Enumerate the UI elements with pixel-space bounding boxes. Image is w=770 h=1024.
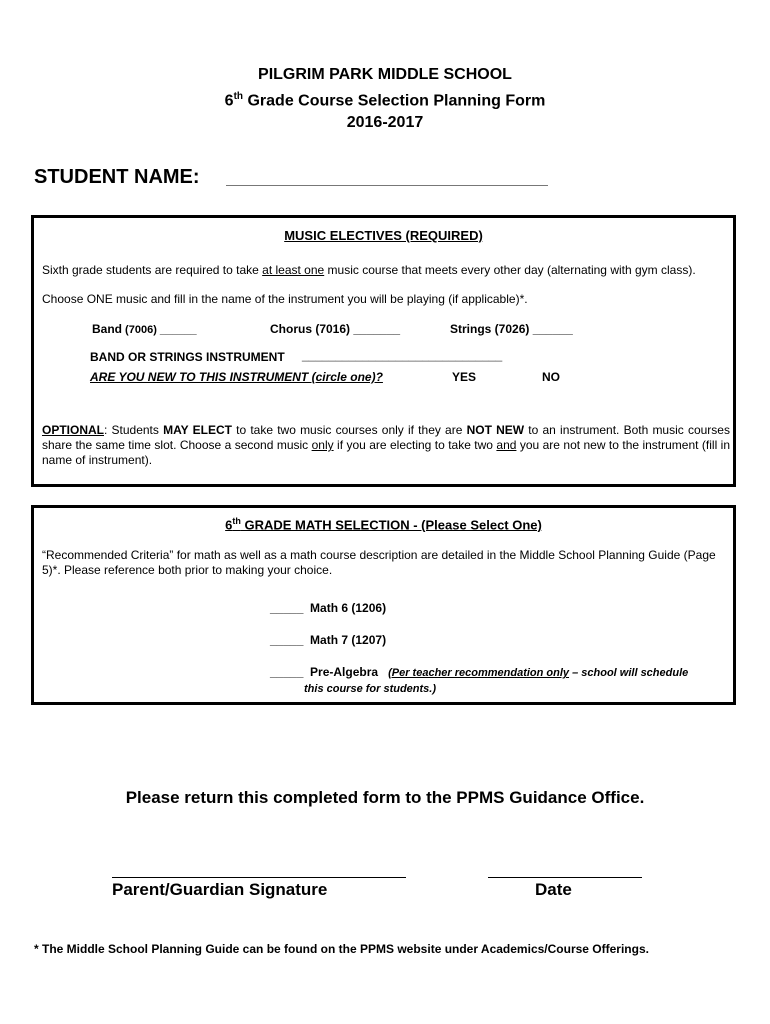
math-description: “Recommended Criteria” for math as well as a math course description are detailed in the Middle School Planning Guide (Page 5)*. Please reference both prior to making your choice. xyxy=(42,548,716,577)
parent-signature-label: Parent/Guardian Signature xyxy=(112,880,328,899)
math-title-text: GRADE MATH SELECTION - (Please Select One) xyxy=(240,517,542,533)
band-option[interactable] xyxy=(92,322,197,336)
math6-option[interactable] xyxy=(270,601,386,615)
math6-blank[interactable]: _____ xyxy=(270,601,304,615)
school-year: 2016-2017 xyxy=(346,114,424,132)
instrument-label: BAND OR STRINGS INSTRUMENT xyxy=(90,350,285,364)
optional-and: and xyxy=(496,438,517,452)
math7-label: Math 7 (1207) xyxy=(310,633,387,647)
prealgebra-note-rest: – school will schedule xyxy=(569,667,689,679)
school-name: PILGRIM PARK MIDDLE SCHOOL xyxy=(258,66,512,83)
instrument-field[interactable]: ______________________________ xyxy=(302,348,503,362)
optional-may-elect: MAY ELECT xyxy=(163,423,232,437)
strings-option[interactable]: Strings (7026) ______ xyxy=(450,322,573,336)
band-code: (7006) ______ xyxy=(122,324,197,336)
optional-text-4: if you are electing to take two xyxy=(333,438,497,452)
music-req-b: music course that meets every other day (alternating with gym class). xyxy=(324,263,696,277)
music-requirement-text xyxy=(42,263,696,277)
optional-text-2: to take two music courses only if they are xyxy=(231,423,467,437)
date-label: Date xyxy=(535,880,572,899)
student-name-field[interactable] xyxy=(226,185,548,186)
date-field[interactable] xyxy=(488,877,642,878)
optional-not-new: NOT NEW xyxy=(466,423,525,437)
music-req-a: Sixth grade students are required to take xyxy=(42,263,263,277)
prealgebra-note-underlined: (Per teacher recommendation only xyxy=(388,667,570,679)
music-req-underline: at least one xyxy=(262,263,325,277)
no-option[interactable]: NO xyxy=(542,370,560,384)
math-title-superscript: th xyxy=(232,516,241,526)
new-instrument-question: ARE YOU NEW TO THIS INSTRUMENT (circle one)? xyxy=(90,370,383,384)
math-section-title xyxy=(34,516,733,532)
form-header xyxy=(0,64,770,134)
grade-number: 6 xyxy=(224,92,234,110)
optional-paragraph xyxy=(42,423,730,468)
chorus-option[interactable]: Chorus (7016) _______ xyxy=(270,322,401,336)
yes-option[interactable]: YES xyxy=(452,370,477,384)
prealgebra-option[interactable] xyxy=(270,665,688,679)
optional-text-3: to an instrument. Both music courses share the same time slot. Choose a second music xyxy=(42,423,730,452)
form-title xyxy=(0,86,770,112)
math7-option[interactable] xyxy=(270,633,386,647)
music-section-title: MUSIC ELECTIVES (REQUIRED) xyxy=(284,228,483,243)
prealgebra-note-line2: this course for students.) xyxy=(304,683,437,695)
footnote: * The Middle School Planning Guide can be found on the PPMS website under Academics/Course Offerings. xyxy=(34,942,649,956)
optional-label: OPTIONAL xyxy=(42,423,104,437)
return-instructions: Please return this completed form to the PPMS Guidance Office. xyxy=(125,788,645,807)
band-label: Band xyxy=(92,322,122,336)
math-title-number: 6 xyxy=(225,517,233,533)
student-name-label: STUDENT NAME: xyxy=(34,166,200,188)
math6-label: Math 6 (1206) xyxy=(310,601,387,615)
math7-blank[interactable]: _____ xyxy=(270,633,304,647)
math-selection-section xyxy=(31,505,736,705)
prealgebra-label: Pre-Algebra xyxy=(310,665,379,679)
prealgebra-note xyxy=(388,667,688,679)
optional-text-1: : Students xyxy=(104,423,164,437)
parent-signature-field[interactable] xyxy=(112,877,406,878)
optional-text-5: you are not new to the instrument (fill in name of instrument). xyxy=(42,438,730,467)
grade-superscript: th xyxy=(233,91,244,102)
music-choose-text: Choose ONE music and fill in the name of the instrument you will be playing (if applicable)*. xyxy=(42,292,528,306)
form-title-text: Grade Course Selection Planning Form xyxy=(247,92,546,110)
prealgebra-blank[interactable]: _____ xyxy=(270,665,304,679)
optional-only: only xyxy=(311,438,334,452)
music-electives-section xyxy=(31,215,736,487)
